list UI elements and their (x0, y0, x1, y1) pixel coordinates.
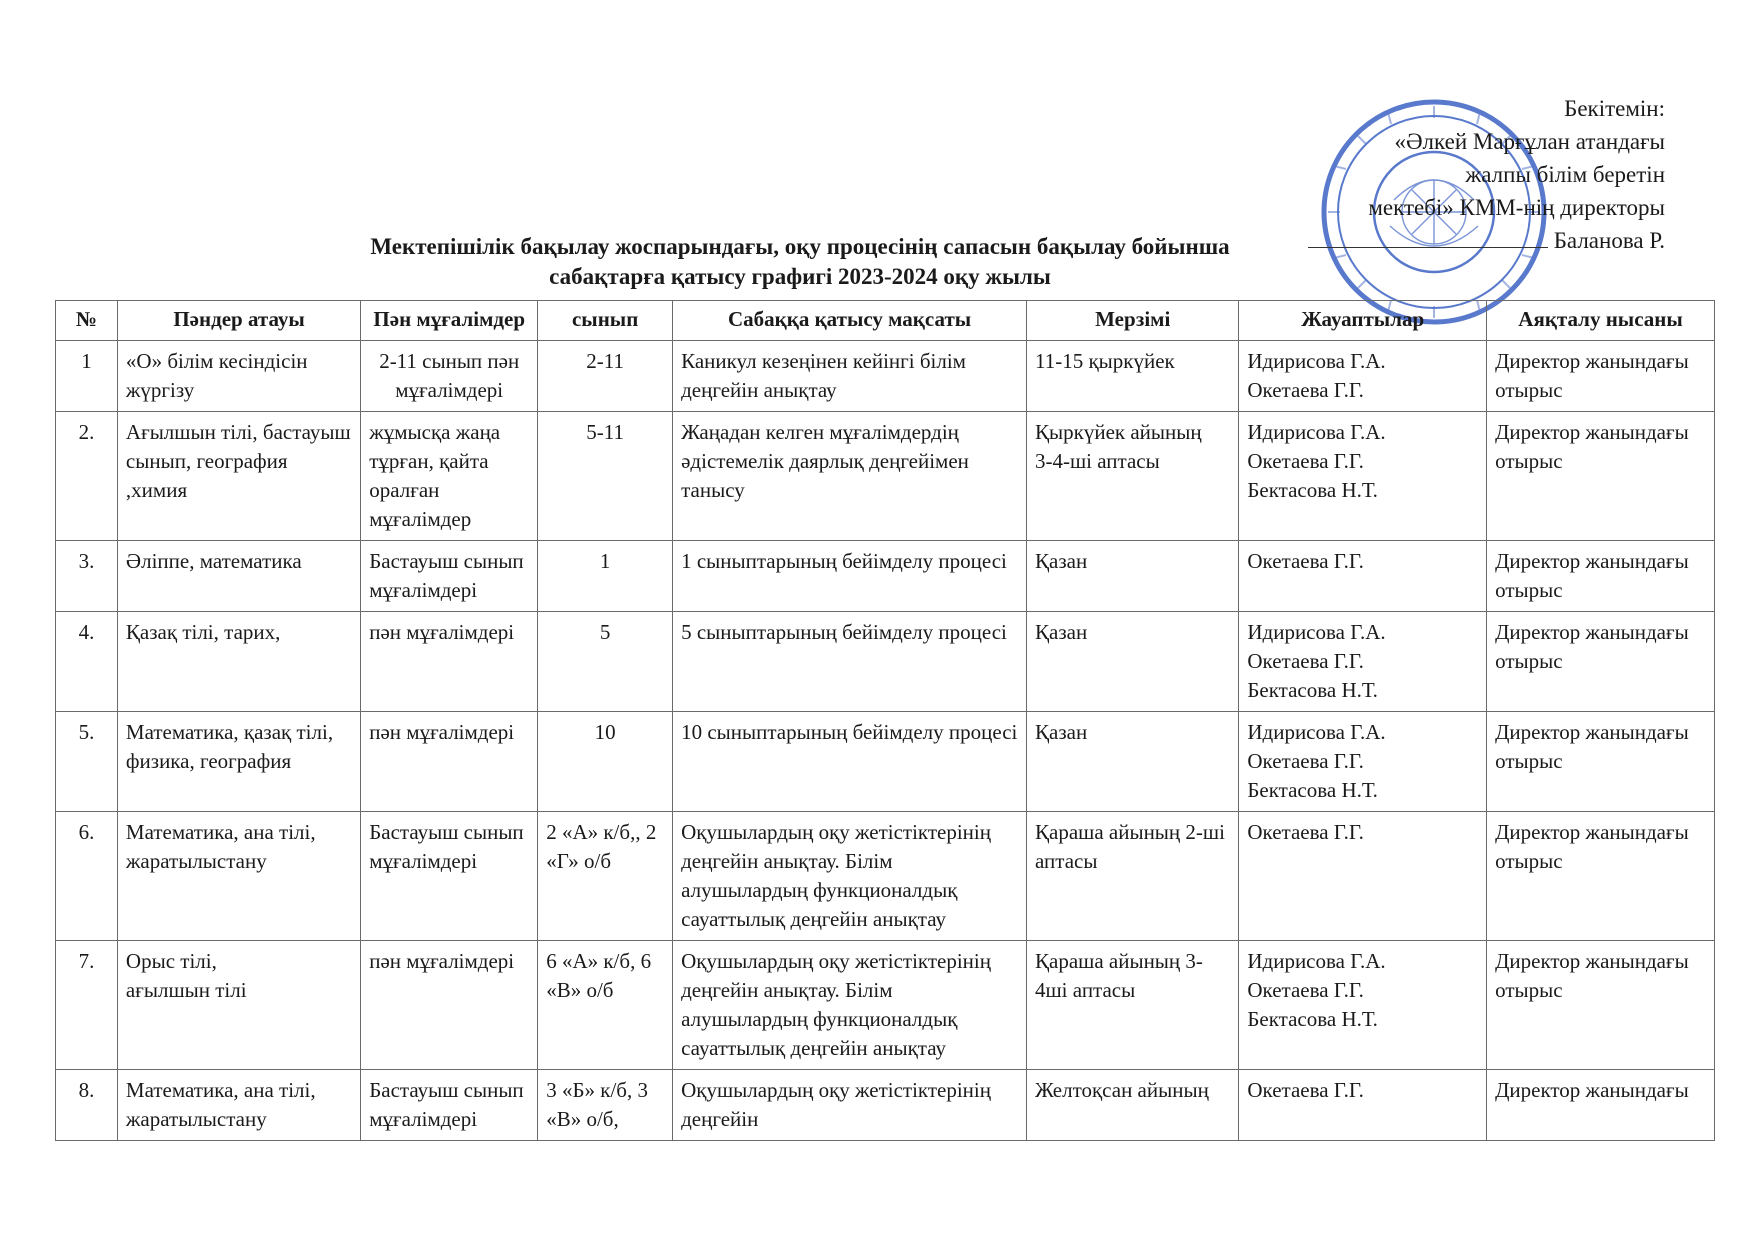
completion-form-cell (1487, 341, 1715, 412)
class-cell-text: 6 «А» к/б, 6 «В» о/б (546, 949, 652, 1002)
table-row (56, 612, 1715, 712)
header-number: № (56, 301, 118, 341)
table-header-row (56, 301, 1715, 341)
teachers-cell (361, 541, 538, 612)
subject-cell-text: Математика, ана тілі, жаратылыстану (125, 820, 316, 873)
subject-cell (117, 412, 360, 541)
completion-form-cell (1487, 612, 1715, 712)
header-teachers: Пән мұғалімдер (361, 301, 538, 341)
responsible-cell-text: Окетаева Г.Г. (1247, 1078, 1364, 1102)
row-number (56, 812, 118, 941)
class-cell-text: 5-11 (586, 420, 624, 444)
completion-form-cell (1487, 812, 1715, 941)
class-cell-text: 2-11 (586, 349, 624, 373)
row-number (56, 412, 118, 541)
approval-line-2: «Әлкей Марғұлан атандағы (1394, 129, 1665, 154)
responsible-cell-text: Идирисова Г.А. Окетаева Г.Г. Бектасова Н.Т. (1247, 720, 1386, 802)
date-cell (1027, 941, 1239, 1070)
completion-form-cell (1487, 541, 1715, 612)
responsible-cell (1239, 612, 1487, 712)
completion-form-cell (1487, 712, 1715, 812)
table-row (56, 341, 1715, 412)
date-cell-text: Қараша айының 3-4ші аптасы (1035, 949, 1203, 1002)
goal-cell-text: 1 сыныптарының бейімделу процесі (681, 549, 1007, 573)
row-number-text: 5. (78, 720, 95, 744)
responsible-cell (1239, 541, 1487, 612)
completion-form-cell-text: Директор жанындағы отырыс (1495, 620, 1689, 673)
header-responsible: Жауаптылар (1239, 301, 1487, 341)
date-cell-text: Қазан (1035, 720, 1088, 744)
table-row (56, 541, 1715, 612)
subject-cell (117, 612, 360, 712)
approval-signature-row (1308, 224, 1665, 257)
responsible-cell-text: Идирисова Г.А. Окетаева Г.Г. Бектасова Н.Т. (1247, 949, 1386, 1031)
subject-cell-text: Әліппе, математика (125, 549, 302, 573)
header-goal: Сабаққа қатысу мақсаты (673, 301, 1027, 341)
class-cell-text: 5 (599, 620, 611, 644)
subject-cell (117, 541, 360, 612)
goal-cell-text: 5 сыныптарының бейімделу процесі (681, 620, 1007, 644)
responsible-cell (1239, 1070, 1487, 1141)
class-cell-text: 1 (599, 549, 611, 573)
responsible-cell (1239, 412, 1487, 541)
teachers-cell (361, 941, 538, 1070)
date-cell-text: Қазан (1035, 620, 1088, 644)
header-completion-form: Аяқталу нысаны (1487, 301, 1715, 341)
table-body (56, 341, 1715, 1141)
subject-cell (117, 1070, 360, 1141)
teachers-cell (361, 612, 538, 712)
teachers-cell (361, 341, 538, 412)
subject-cell-text: Қазақ тілі, тарих, (125, 620, 281, 644)
responsible-cell (1239, 941, 1487, 1070)
class-cell-text: 2 «А» к/б,, 2 «Г» о/б (546, 820, 657, 873)
class-cell (538, 341, 673, 412)
goal-cell-text: Жаңадан келген мұғалімдердің әдістемелік даярлық деңгейімен танысу (681, 420, 969, 502)
class-cell-text: 10 (594, 720, 616, 744)
goal-cell (673, 812, 1027, 941)
completion-form-cell-text: Директор жанындағы отырыс (1495, 349, 1689, 402)
date-cell (1027, 812, 1239, 941)
date-cell-text: Қазан (1035, 549, 1088, 573)
goal-cell (673, 712, 1027, 812)
teachers-cell (361, 812, 538, 941)
responsible-cell-text: Окетаева Г.Г. (1247, 820, 1364, 844)
signature-line (1308, 247, 1548, 248)
title-line-1: Мектепішілік бақылау жоспарындағы, оқу процесінің сапасын бақылау бойынша (370, 234, 1230, 259)
subject-cell-text: Математика, ана тілі, жаратылыстану (125, 1078, 316, 1131)
document-title (300, 232, 1300, 292)
teachers-cell (361, 1070, 538, 1141)
goal-cell-text: Оқушылардың оқу жетістіктерінің деңгейін (681, 1078, 991, 1131)
responsible-cell-text: Идирисова Г.А. Окетаева Г.Г. (1247, 349, 1386, 402)
goal-cell-text: Оқушылардың оқу жетістіктерінің деңгейін анықтау. Білім алушылардың функционалдық сауаттылық деңгейін анықтау (681, 949, 991, 1060)
responsible-cell (1239, 712, 1487, 812)
responsible-cell-text: Окетаева Г.Г. (1247, 549, 1364, 573)
completion-form-cell-text: Директор жанындағы отырыс (1495, 420, 1689, 473)
goal-cell (673, 1070, 1027, 1141)
row-number-text: 6. (78, 820, 95, 844)
subject-cell-text: Математика, қазақ тілі, физика, география (125, 720, 334, 773)
date-cell (1027, 1070, 1239, 1141)
approval-line-1: Бекітемін: (1564, 96, 1665, 121)
teachers-cell-text: Бастауыш сынып мұғалімдері (369, 820, 524, 873)
completion-form-cell-text: Директор жанындағы отырыс (1495, 549, 1689, 602)
subject-cell (117, 341, 360, 412)
date-cell (1027, 612, 1239, 712)
row-number (56, 1070, 118, 1141)
teachers-cell-text: Бастауыш сынып мұғалімдері (369, 549, 524, 602)
class-cell (538, 1070, 673, 1141)
teachers-cell-text: 2-11 сынып пән мұғалімдері (379, 349, 520, 402)
date-cell (1027, 541, 1239, 612)
teachers-cell-text: пән мұғалімдері (369, 720, 515, 744)
goal-cell (673, 412, 1027, 541)
class-cell (538, 812, 673, 941)
date-cell-text: Қараша айының 2-ші аптасы (1035, 820, 1225, 873)
teachers-cell (361, 412, 538, 541)
row-number (56, 941, 118, 1070)
subject-cell (117, 812, 360, 941)
completion-form-cell (1487, 941, 1715, 1070)
header-date: Мерзімі (1027, 301, 1239, 341)
goal-cell (673, 341, 1027, 412)
goal-cell-text: Оқушылардың оқу жетістіктерінің деңгейін анықтау. Білім алушылардың функционалдық сауаттылық деңгейін анықтау (681, 820, 991, 931)
approval-line-3: жалпы білім беретін (1465, 162, 1665, 187)
goal-cell-text: Каникул кезеңінен кейінгі білім деңгейін анықтау (681, 349, 966, 402)
subject-cell (117, 712, 360, 812)
row-number-text: 4. (78, 620, 95, 644)
header-subjects: Пәндер атауы (117, 301, 360, 341)
class-cell (538, 941, 673, 1070)
responsible-cell-text: Идирисова Г.А. Окетаева Г.Г. Бектасова Н.Т. (1247, 620, 1386, 702)
attendance-schedule-table (55, 300, 1715, 1141)
date-cell (1027, 412, 1239, 541)
date-cell (1027, 712, 1239, 812)
date-cell-text: 11-15 қыркүйек (1035, 349, 1175, 373)
teachers-cell-text: жұмысқа жаңа тұрған, қайта оралған мұғалімдер (369, 420, 501, 531)
row-number-text: 1 (81, 349, 92, 373)
class-cell (538, 612, 673, 712)
teachers-cell-text: Бастауыш сынып мұғалімдері (369, 1078, 524, 1131)
row-number-text: 2. (78, 420, 95, 444)
class-cell (538, 412, 673, 541)
class-cell-text: 3 «Б» к/б, 3 «В» о/б, (546, 1078, 648, 1131)
row-number-text: 7. (78, 949, 95, 973)
approval-line-4: мектебі» КММ-нің директоры (1368, 195, 1665, 220)
table-row (56, 1070, 1715, 1141)
teachers-cell-text: пән мұғалімдері (369, 620, 515, 644)
director-name: Баланова Р. (1553, 228, 1665, 253)
date-cell (1027, 341, 1239, 412)
row-number (56, 712, 118, 812)
responsible-cell-text: Идирисова Г.А. Окетаева Г.Г. Бектасова Н.Т. (1247, 420, 1386, 502)
table-row (56, 712, 1715, 812)
goal-cell (673, 541, 1027, 612)
row-number (56, 341, 118, 412)
row-number-text: 8. (78, 1078, 95, 1102)
responsible-cell (1239, 812, 1487, 941)
teachers-cell (361, 712, 538, 812)
completion-form-cell-text: Директор жанындағы отырыс (1495, 820, 1689, 873)
approval-block (1308, 92, 1665, 257)
subject-cell-text: Орыс тілі, ағылшын тілі (125, 949, 247, 1002)
goal-cell-text: 10 сыныптарының бейімделу процесі (681, 720, 1018, 744)
header-class: сынып (538, 301, 673, 341)
subject-cell (117, 941, 360, 1070)
row-number-text: 3. (78, 549, 95, 573)
table-row (56, 812, 1715, 941)
goal-cell (673, 941, 1027, 1070)
date-cell-text: Қыркүйек айының 3-4-ші аптасы (1035, 420, 1202, 473)
title-line-2: сабақтарға қатысу графигі 2023-2024 оқу жылы (549, 264, 1051, 289)
subject-cell-text: Ағылшын тілі, бастауыш сынып, география ,химия (125, 420, 351, 502)
table-row (56, 941, 1715, 1070)
class-cell (538, 712, 673, 812)
date-cell-text: Желтоқсан айының (1035, 1078, 1209, 1102)
subject-cell-text: «О» білім кесіндісін жүргізу (125, 349, 308, 402)
row-number (56, 541, 118, 612)
completion-form-cell (1487, 1070, 1715, 1141)
completion-form-cell-text: Директор жанындағы (1495, 1078, 1689, 1102)
completion-form-cell (1487, 412, 1715, 541)
table-row (56, 412, 1715, 541)
teachers-cell-text: пән мұғалімдері (369, 949, 515, 973)
completion-form-cell-text: Директор жанындағы отырыс (1495, 949, 1689, 1002)
completion-form-cell-text: Директор жанындағы отырыс (1495, 720, 1689, 773)
class-cell (538, 541, 673, 612)
goal-cell (673, 612, 1027, 712)
responsible-cell (1239, 341, 1487, 412)
row-number (56, 612, 118, 712)
